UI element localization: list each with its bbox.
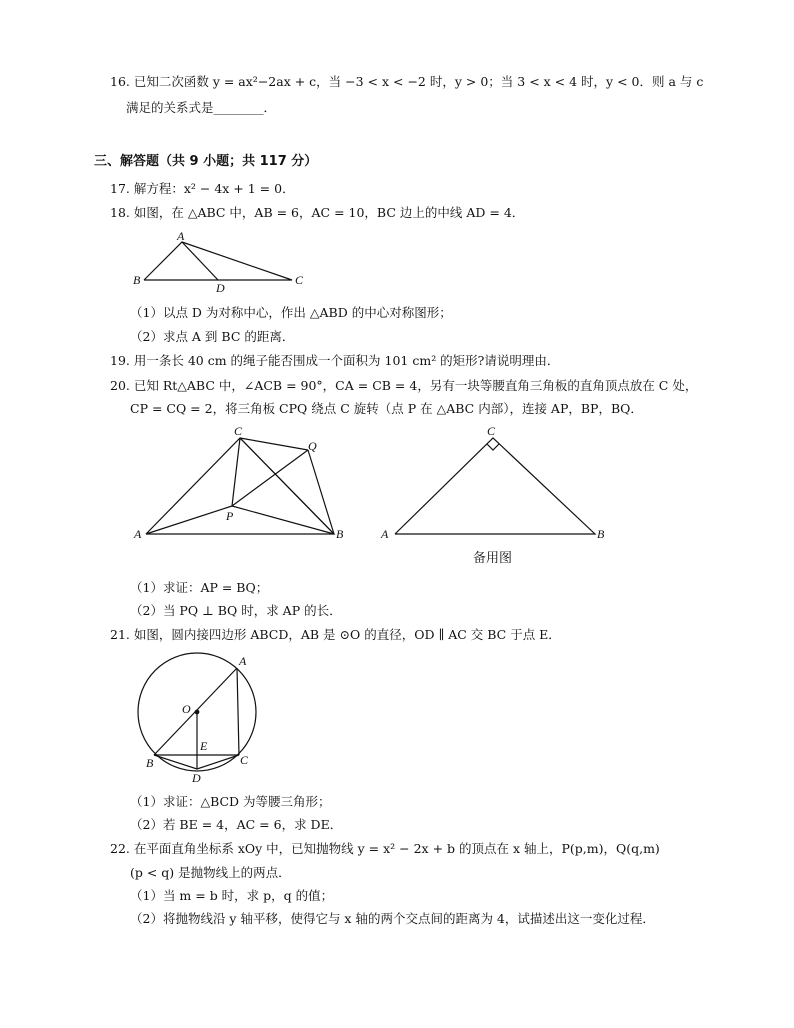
segment-bp <box>232 506 334 534</box>
spare-figure-caption: 备用图 <box>473 551 513 566</box>
label-b: B <box>146 756 154 770</box>
right-angle-mark <box>487 444 499 450</box>
segment-pq <box>232 450 308 506</box>
label-c: C <box>240 753 249 767</box>
q18-part2: （2）求点 A 到 BC 的距离． <box>130 329 295 344</box>
label-a: A <box>239 654 247 668</box>
q16-line2: 满足的关系式是________． <box>126 100 277 115</box>
q18-part1: （1）以点 D 为对称中心，作出 △ABD 的中心对称图形； <box>130 305 452 320</box>
label-p: P <box>226 509 234 523</box>
label-b: B <box>133 273 141 287</box>
label-c: C <box>295 273 304 287</box>
q20-figure-spare <box>375 420 610 570</box>
segment-cb <box>240 438 334 534</box>
segment-cp <box>232 438 240 506</box>
q20-part1: （1）求证：AP = BQ； <box>130 580 269 595</box>
label-a: A <box>177 229 185 243</box>
q20-part2: （2）当 PQ ⊥ BQ 时，求 AP 的长． <box>130 603 342 618</box>
q21-figure <box>130 652 260 787</box>
q22-part2: （2）将抛物线沿 y 轴平移，使得它与 x 轴的两个交点间的距离为 4，试描述出这一变化过程． <box>130 911 655 926</box>
label-d: D <box>192 771 201 785</box>
triangle-abc <box>146 438 334 534</box>
label-c: C <box>487 424 496 438</box>
q22-line1: 22. 在平面直角坐标系 xOy 中，已知抛物线 y = x² − 2x + b 的顶点在 x 轴上，P(p,m)，Q(q,m) <box>110 841 660 856</box>
q21-part1: （1）求证：△BCD 为等腰三角形； <box>130 794 331 809</box>
label-d: D <box>216 281 225 294</box>
q16-line1: 16. 已知二次函数 y = ax²−2ax + c，当 −3 < x < −2 时，y > 0；当 3 < x < 4 时，y < 0．则 a 与 c <box>110 74 704 89</box>
center-dot <box>195 710 199 714</box>
label-e: E <box>200 739 208 753</box>
q18-text: 18. 如图，在 △ABC 中，AB = 6，AC = 10，BC 边上的中线 AD = 4． <box>110 205 525 220</box>
label-a: A <box>381 527 389 541</box>
q18-figure <box>130 228 310 294</box>
q20-figure-main <box>130 422 355 547</box>
q21-text: 21. 如图，圆内接四边形 ABCD，AB 是 ⊙O 的直径，OD ∥ AC 交 BC 于点 E． <box>110 627 561 642</box>
q19-text: 19. 用一条长 40 cm 的绳子能否围成一个面积为 101 cm² 的矩形?请说明理由． <box>110 353 560 368</box>
label-b: B <box>336 527 344 541</box>
segment-ac <box>237 668 239 755</box>
q22-part1: （1）当 m = b 时，求 p，q 的值； <box>130 888 334 903</box>
label-q: Q <box>308 439 317 453</box>
label-b: B <box>597 527 605 541</box>
q22-line2: (p < q) 是抛物线上的两点． <box>130 865 291 880</box>
triangle-abc <box>144 242 292 280</box>
label-o: O <box>182 702 191 716</box>
section-title: 三、解答题（共 9 小题；共 117 分） <box>94 154 318 169</box>
label-c: C <box>234 424 243 438</box>
triangle-abc <box>395 438 595 534</box>
q20-line1: 20. 已知 Rt△ABC 中，∠ACB = 90°，CA = CB = 4，另有一块等腰直角三角板的直角顶点放在 C 处， <box>110 378 698 393</box>
q21-part2: （2）若 BE = 4，AC = 6，求 DE． <box>130 817 343 832</box>
q20-line2: CP = CQ = 2，将三角板 CPQ 绕点 C 旋转（点 P 在 △ABC 内部），连接 AP，BP，BQ． <box>130 401 643 416</box>
label-a: A <box>134 527 142 541</box>
q17-text: 17. 解方程：x² − 4x + 1 = 0． <box>110 181 295 196</box>
